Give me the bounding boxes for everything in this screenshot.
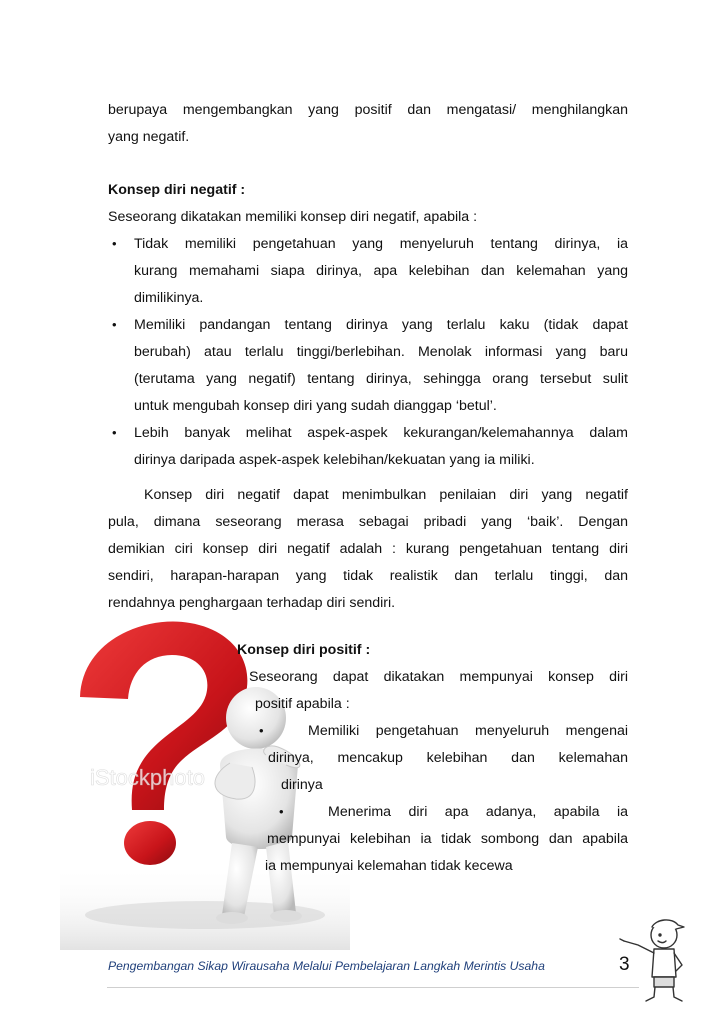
intro-line-1: berupaya mengembangkan yang positif dan mengatasi/ menghilangkan [108, 102, 628, 118]
negative-bullet-2-line-4: untuk mengubah konsep diri yang sudah dianggap ‘betul’. [134, 398, 497, 414]
negative-paragraph-line-2: pula, dimana seseorang merasa sebagai pribadi yang ‘baik’. Dengan [108, 514, 628, 530]
positive-bullet-1-line-1: Memiliki pengetahuan menyeluruh mengenai [308, 723, 628, 739]
negative-lead: Seseorang dikatakan memiliki konsep diri negatif, apabila : [108, 209, 478, 225]
negative-bullet-2-line-1: Memiliki pandangan tentang dirinya yang terlalu kaku (tidak dapat [134, 317, 628, 333]
positive-bullet-2-line-2: mempunyai kelebihan ia tidak sombong dan apabila [267, 831, 628, 847]
bullet-dot: • [112, 425, 117, 440]
negative-paragraph-line-3: demikian ciri konsep diri negatif adalah : kurang pengetahuan tentang diri [108, 541, 628, 557]
negative-bullet-1-line-2: kurang memahami siapa dirinya, apa kelebihan dan kelemahan yang [134, 263, 628, 279]
cartoon-boy-illustration [618, 915, 694, 1015]
cartoon-boy-icon [618, 915, 694, 1015]
bullet-dot: • [279, 804, 284, 819]
footer-divider [107, 987, 639, 988]
positive-bullet-1-line-2: dirinya, mencakup kelebihan dan kelemahan [268, 750, 628, 766]
negative-paragraph-line-5: rendahnya penghargaan terhadap diri sendiri. [108, 595, 396, 611]
negative-bullet-2-line-2: berubah) atau terlalu tinggi/berlebihan. Menolak informasi yang baru [134, 344, 628, 360]
positive-heading: Konsep diri positif : [237, 642, 371, 658]
positive-bullet-1-line-3: dirinya [281, 777, 323, 793]
positive-lead-line-1: Seseorang dapat dikatakan mempunyai konsep diri [249, 669, 628, 685]
positive-lead-line-2: positif apabila : [255, 696, 350, 712]
negative-bullet-3-line-2: dirinya daripada aspek-aspek kelebihan/kekuatan yang ia miliki. [134, 452, 535, 468]
watermark-text: iStockphoto [90, 765, 205, 790]
positive-bullet-2-line-1: Menerima diri apa adanya, apabila ia [328, 804, 628, 820]
negative-bullet-1-line-3: dimilikinya. [134, 290, 204, 306]
page-number: 3 [619, 954, 630, 975]
intro-line-2: yang negatif. [108, 129, 190, 145]
negative-paragraph-line-4: sendiri, harapan-harapan yang tidak realistik dan terlalu tinggi, dan [108, 568, 628, 584]
bullet-dot: • [259, 723, 264, 738]
footer-title: Pengembangan Sikap Wirausaha Melalui Pembelajaran Langkah Merintis Usaha [108, 959, 545, 973]
negative-bullet-3-line-1: Lebih banyak melihat aspek-aspek kekurangan/kelemahannya dalam [134, 425, 628, 441]
negative-paragraph-line-1: Konsep diri negatif dapat menimbulkan penilaian diri yang negatif [144, 487, 628, 503]
bullet-dot: • [112, 236, 117, 251]
positive-bullet-2-line-3: ia mempunyai kelemahan tidak kecewa [265, 858, 513, 874]
bullet-dot: • [112, 317, 117, 332]
negative-heading: Konsep diri negatif : [108, 182, 246, 198]
negative-bullet-1-line-1: Tidak memiliki pengetahuan yang menyeluruh tentang dirinya, ia [134, 236, 628, 252]
negative-bullet-2-line-3: (terutama yang negatif) tentang dirinya, sehingga orang tersebut sulit [134, 371, 628, 387]
